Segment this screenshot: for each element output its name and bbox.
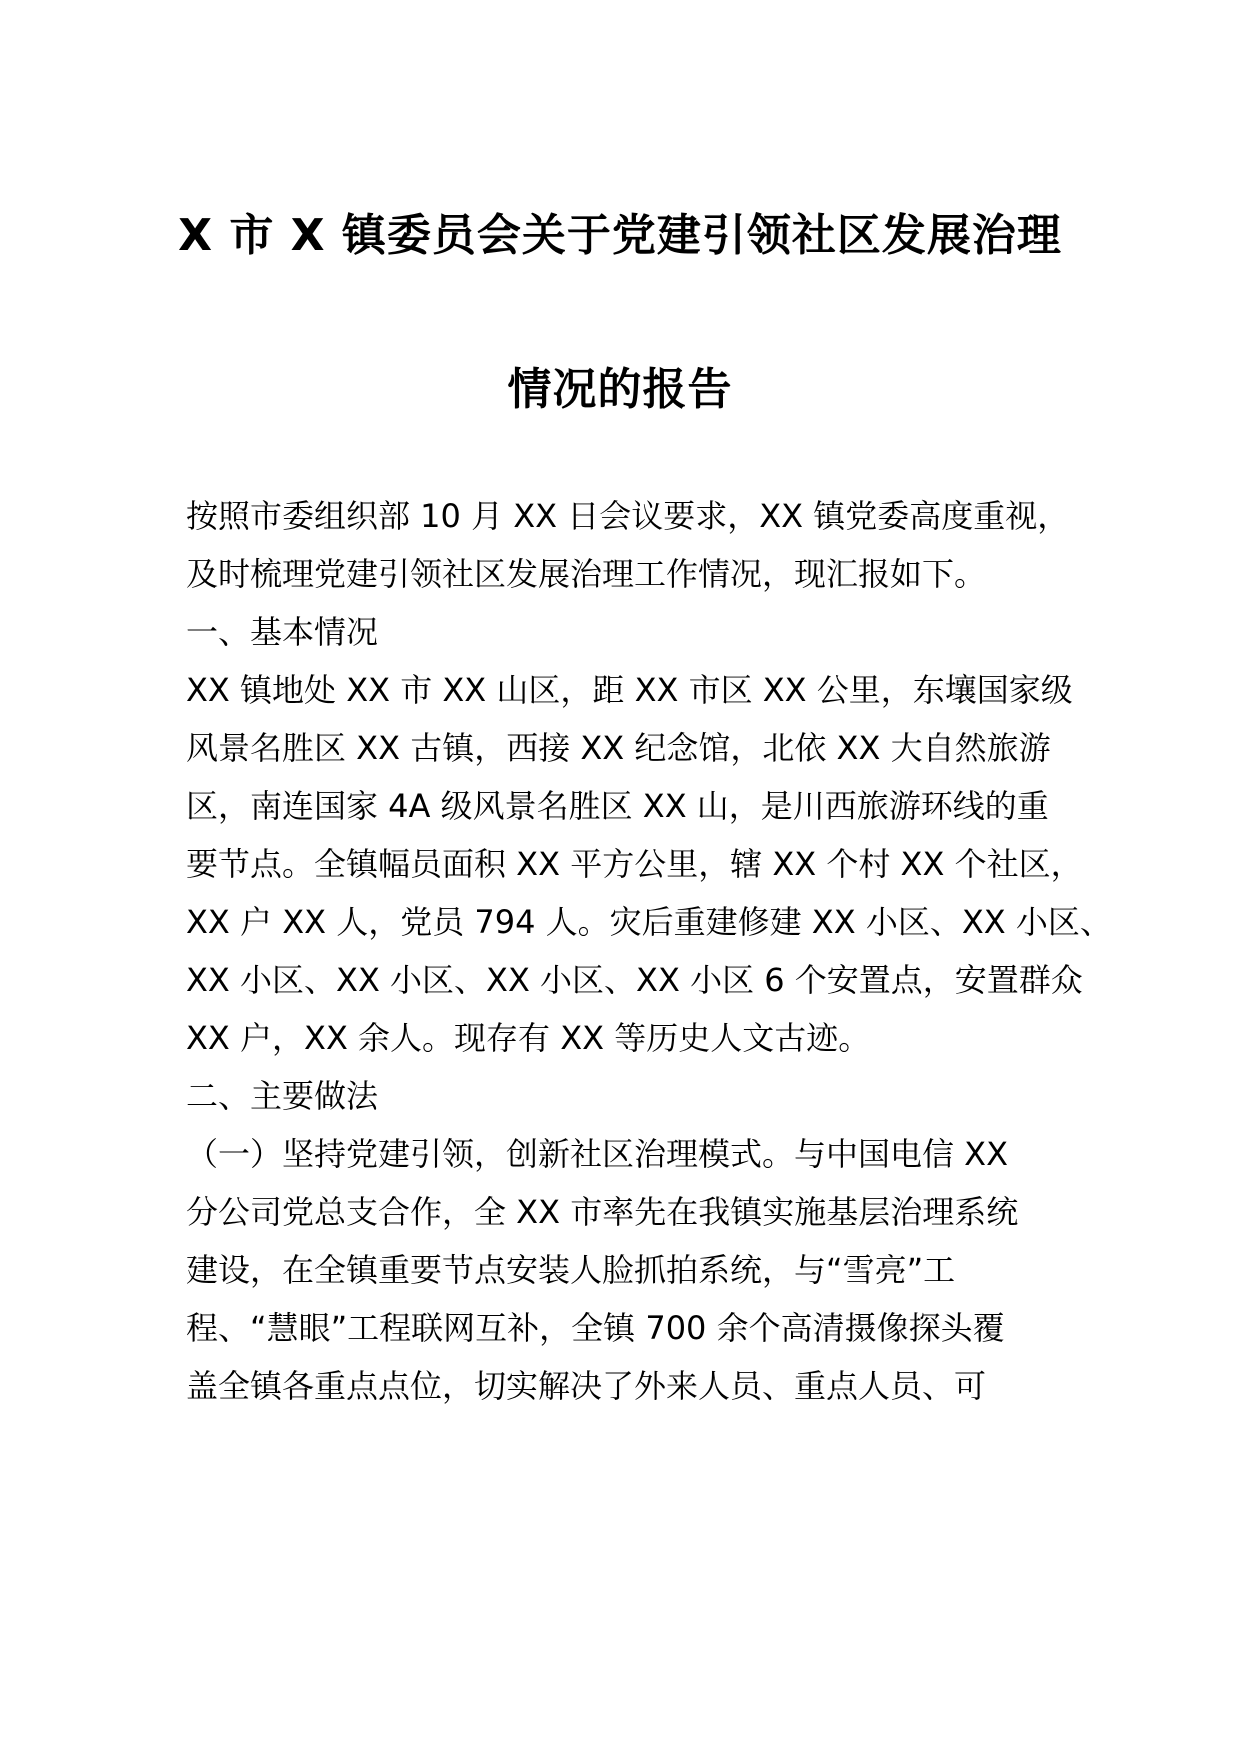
body-line: 分公司党总支合作，全 XX 市率先在我镇实施基层治理系统 [186, 1193, 1019, 1231]
body-line: 按照市委组织部 10 月 XX 日会议要求，XX 镇党委高度重视， [186, 497, 1070, 535]
body-line: 要节点。全镇幅员面积 XX 平方公里，辖 XX 个村 XX 个社区， [186, 845, 1083, 883]
section-heading: 一、基本情况 [186, 613, 379, 651]
body-line: （一）坚持党建引领，创新社区治理模式。与中国电信 XX [186, 1135, 1009, 1173]
body-line: 程、“慧眼”工程联网互补，全镇 700 余个高清摄像探头覆 [186, 1309, 1005, 1347]
body-line: XX 户，XX 余人。现存有 XX 等历史人文古迹。 [186, 1019, 871, 1057]
body-line: XX 户 XX 人，党员 794 人。灾后重建修建 XX 小区、XX 小区、 [186, 903, 1112, 941]
body-line: 及时梳理党建引领社区发展治理工作情况，现汇报如下。 [186, 555, 987, 593]
body-line: XX 镇地处 XX 市 XX 山区，距 XX 市区 XX 公里，东壤国家级 [186, 671, 1073, 709]
body-line: 盖全镇各重点点位，切实解决了外来人员、重点人员、可 [186, 1367, 987, 1405]
document-title-line-2: 情况的报告 [507, 364, 733, 415]
body-line: 风景名胜区 XX 古镇，西接 XX 纪念馆，北依 XX 大自然旅游 [186, 729, 1051, 767]
document-title-line-1: X 市 X 镇委员会关于党建引领社区发展治理 [178, 210, 1062, 261]
section-heading: 二、主要做法 [186, 1077, 379, 1115]
body-line: 区，南连国家 4A 级风景名胜区 XX 山，是川西旅游环线的重 [186, 787, 1049, 825]
body-line: 建设，在全镇重要节点安装人脸抓拍系统，与“雪亮”工 [186, 1251, 956, 1289]
body-line: XX 小区、XX 小区、XX 小区、XX 小区 6 个安置点，安置群众 [186, 961, 1083, 999]
